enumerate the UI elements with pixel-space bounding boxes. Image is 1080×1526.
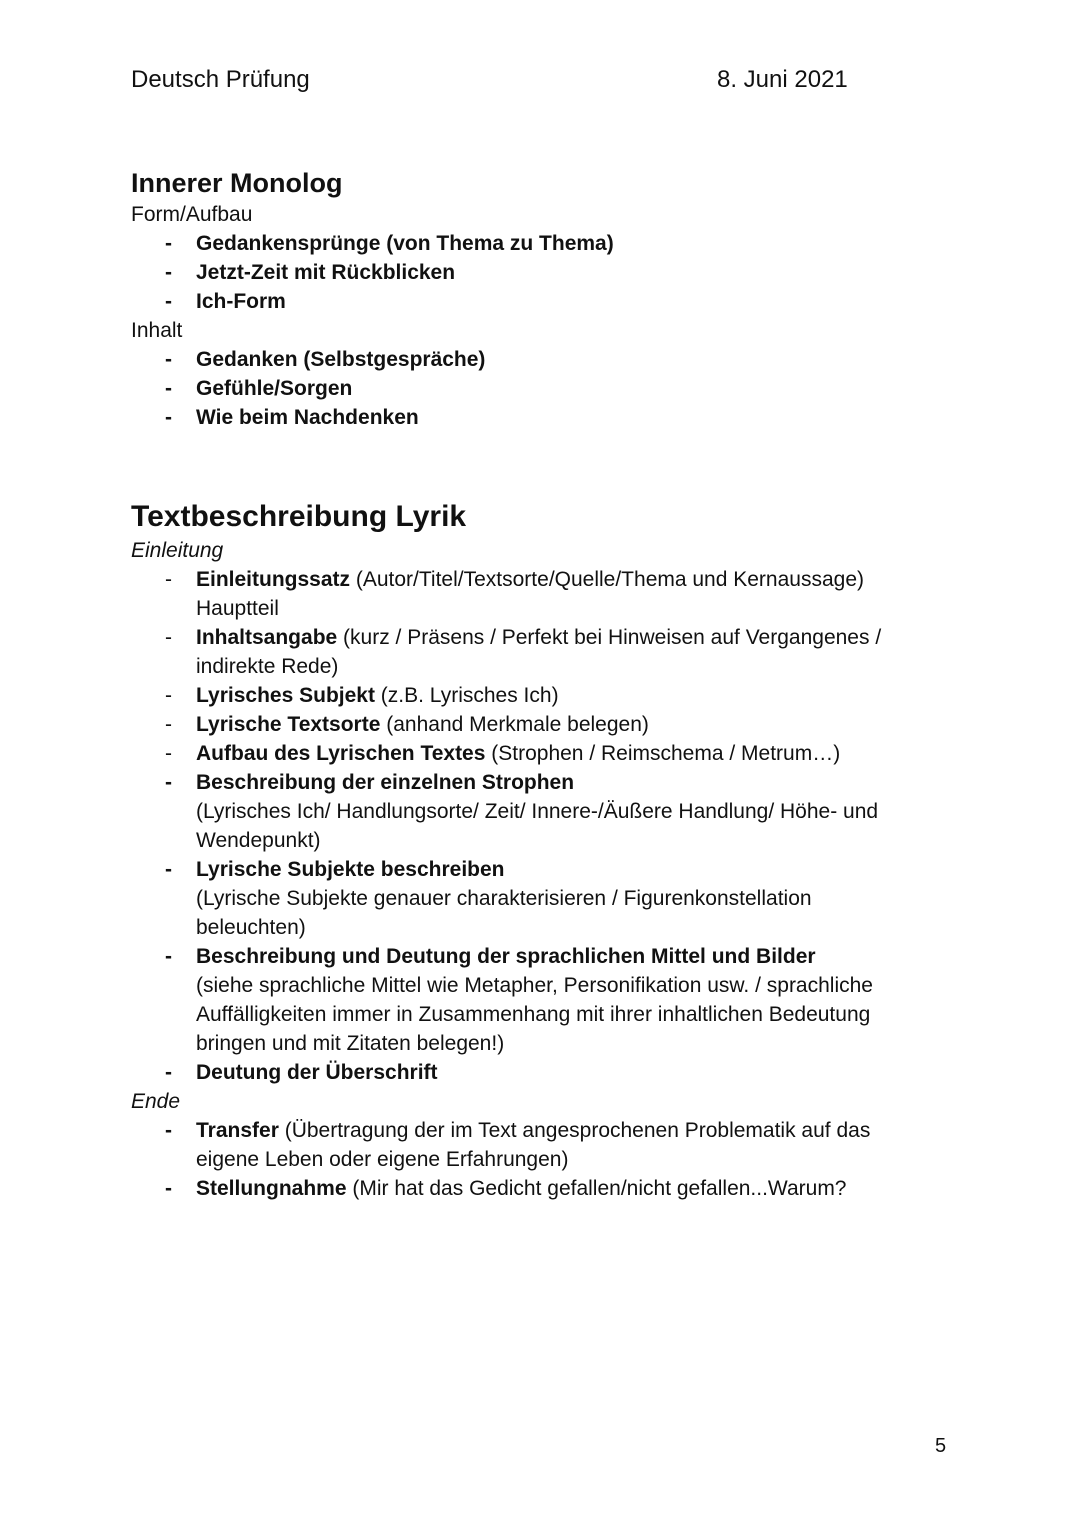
bullet-list (131, 229, 921, 316)
list-item: - Gedankensprünge (von Thema zu Thema) (165, 232, 614, 255)
list-item: - Transfer (Übertragung der im Text angesprochenen Problematik auf das eigene Leben oder eigene Erfahrungen) (165, 1119, 871, 1171)
list-item: - Jetzt-Zeit mit Rückblicken (165, 261, 456, 284)
bullet-list (131, 345, 921, 432)
list-item: - Deutung der Überschrift (165, 1061, 438, 1084)
list-item: - Beschreibung der einzelnen Strophen (Lyrisches Ich/ Handlungsorte/ Zeit/ Innere-/Äußere Handlung/ Höhe- und Wendepunkt) (165, 771, 879, 852)
list-item: - Aufbau des Lyrischen Textes (Strophen / Reimschema / Metrum…) (165, 742, 841, 765)
header-date: 8. Juni 2021 (717, 66, 848, 93)
section-title: Innerer Monolog (131, 168, 343, 198)
group-label-ende: Ende (131, 1090, 181, 1113)
list-item: - Wie beim Nachdenken (165, 406, 419, 429)
hauptteil-label: Hauptteil (196, 597, 279, 620)
section-title: Textbeschreibung Lyrik (131, 500, 467, 533)
list-item: - Lyrische Subjekte beschreiben (Lyrische Subjekte genauer charakterisieren / Figurenkonstellation beleuchten) (165, 858, 812, 939)
list-item: - Beschreibung und Deutung der sprachlichen Mittel und Bilder (siehe sprachliche Mittel wie Metapher, Personifikation usw. / sprachliche Auffälligkeiten immer in Zusammenhang mit ihrer inhaltlichen Bedeutung bringen und mit Zitaten belegen!) (165, 945, 873, 1055)
list-item: - Stellungnahme (Mir hat das Gedicht gefallen/nicht gefallen...Warum? (165, 1177, 847, 1200)
bullet-list (131, 565, 921, 1087)
header-subject: Deutsch Prüfung (131, 66, 310, 93)
group-label-einleitung: Einleitung (131, 539, 224, 562)
list-item: - Einleitungssatz (Autor/Titel/Textsorte/Quelle/Thema und Kernaussage) Hauptteil (131, 565, 921, 623)
list-item: - Lyrisches Subjekt (z.B. Lyrisches Ich) (165, 684, 559, 707)
list-item: - Inhaltsangabe (kurz / Präsens / Perfekt bei Hinweisen auf Vergangenes / indirekte Rede) (165, 626, 882, 678)
list-item: - Gedanken (Selbstgespräche) (165, 348, 486, 371)
section-textbeschreibung-lyrik (131, 498, 921, 1203)
group-label: Inhalt (131, 319, 183, 342)
section-innerer-monolog (131, 166, 921, 432)
group-label: Form/Aufbau (131, 203, 253, 226)
list-item: - Gefühle/Sorgen (165, 377, 353, 400)
bullet-list (131, 1116, 921, 1203)
list-item: - Lyrische Textsorte (anhand Merkmale belegen) (165, 713, 649, 736)
list-item: - Ich-Form (165, 290, 286, 313)
page-number: 5 (935, 1435, 947, 1457)
